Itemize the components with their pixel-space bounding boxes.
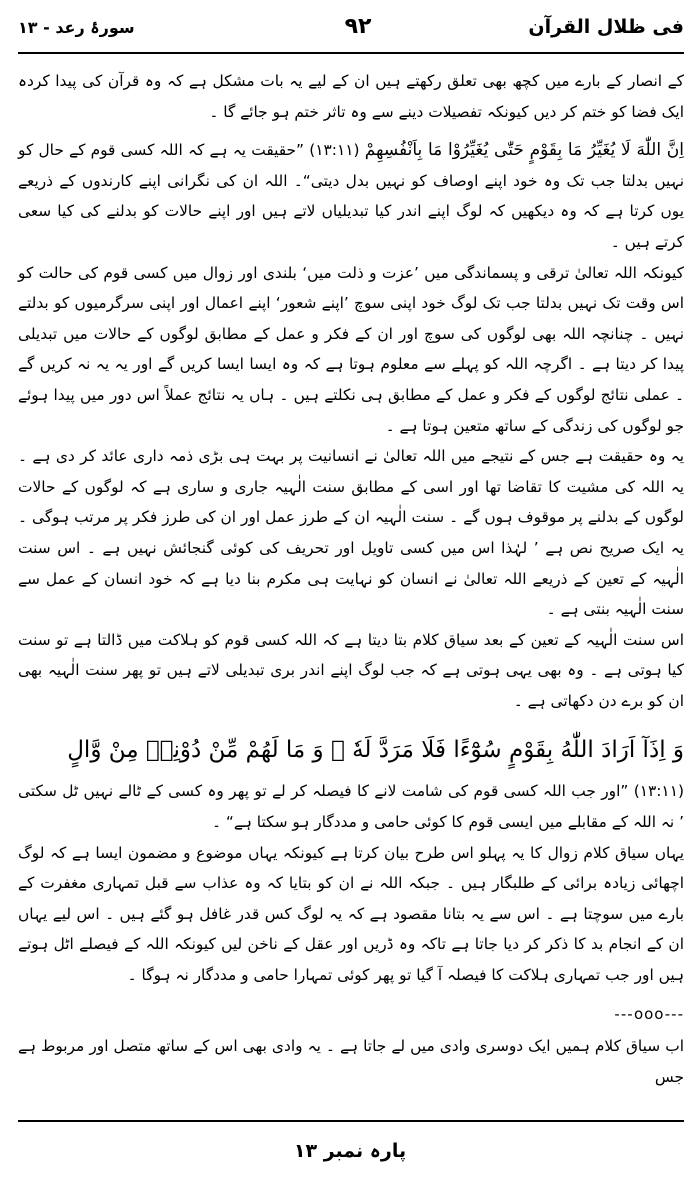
paragraph-5: اس سنت الٰہیہ کے تعین کے بعد سیاق کلام بتا دیتا ہے کہ اللہ کسی قوم کو ہلاکت میں ڈالتا ہے تو سنت کیا ہوتی ہے ۔ وہ بھی یہی ہوتی ہے کہ جب لوگ اپنے اندر بری تبدیلی لاتے ہیں تو پھر سنت الٰہیہ بھی ان کو برے دن دکھاتی ہے ۔ bbox=[18, 630, 684, 710]
surah-label: سورۂ رعد - ۱۳ bbox=[18, 18, 135, 37]
page-header bbox=[18, 12, 684, 48]
paragraph-1: کے انصار کے بارے میں کچھ بھی تعلق رکھتے ہیں ان کے لیے یہ بات مشکل ہے کہ وہ قرآن کی پیدا کردہ ایک فضا کو ختم کر دیں کیونکہ تفصیلات دینے سے وہ تاثر ختم ہو جائے گا ۔ bbox=[18, 72, 684, 121]
paragraph-7: یہاں سیاق کلام زوال کا یہ پہلو اس طرح بیان کرتا ہے کیونکہ یہاں موضوع و مضمون ایسا ہے کہ لوگ اچھائی زیادہ برائی کے طلبگار ہیں ۔ جبکہ اللہ نے ان کو بتایا کہ وہ عذاب سے قبل تمہاری مغفرت کے بارے میں سوچتا ہے ۔ اس سے یہ بتانا مقصود ہے کہ یہ لوگ کس قدر غافل ہو گئے ہیں ۔ اس لیے یہاں ان کے انجام بد کا ذکر کر دیا جاتا ہے تاکہ وہ ڈریں اور عقل کے ناخن لیں کیونکہ اللہ کے فیصلے اٹل ہوتے ہیں اور جب تمہاری ہلاکت کا فیصلہ آ گیا تو پھر کوئی تمہارا حامی و مددگار نہ ہوگا ۔ bbox=[18, 843, 684, 985]
section-separator: ---ooo--- bbox=[614, 1004, 684, 1023]
verse-translation: ”اور جب اللہ کسی قوم کی شامت لانے کا فیصلہ کر لے تو پھر وہ کسی کے ٹالے نہیں ٹل سکتی ’ نہ اللہ کے مقابلے میں ایسی قوم کا کوئی حامی و مددگار ہو سکتا ہے“ ۔ bbox=[18, 782, 684, 832]
paragraph-3: کیونکہ اللہ تعالیٰ ترقی و پسماندگی میں ’عزت و ذلت میں‘ بلندی اور زوال میں کسی قوم کی حالت کو اس وقت تک نہیں بدلتا جب تک لوگ خود اپنی سوچ ’اپنے شعور‘ اپنے اعمال اور اپنی سرگرمیوں کو بدلتے نہیں ۔ چنانچہ اللہ بھی لوگوں کی سوچ اور ان کے فکر و عمل کے مطابق لوگوں کے حالات میں تبدیلی پیدا کر دیتا ہے ۔ اگرچہ اللہ کو پہلے سے معلوم ہوتا ہے کہ وہ ایسا ایسا کریں گے اور یہ یہ نہ کریں گے ۔ عملی نتائج لوگوں کے فکر و عمل کے مطابق ہی نکلتے ہیں ۔ ہاں یہ نتائج عملاً اس دور میں پیدا ہوئے جو لوگوں کی زندگی کے ساتھ متعین ہوتا ہے ۔ bbox=[18, 263, 684, 435]
paragraph-8: اب سیاق کلام ہمیں ایک دوسری وادی میں لے جاتا ہے ۔ یہ وادی بھی اس کے ساتھ متصل اور مربوط ہے جس bbox=[18, 1037, 684, 1086]
header-divider bbox=[18, 52, 684, 54]
paragraph-4: یہ وہ حقیقت ہے جس کے نتیجے میں اللہ تعالیٰ نے انسانیت پر بہت ہی بڑی ذمہ داری عائد کر دی ہے ۔ یہ اللہ کی مشیت کا تقاضا تھا اور اسی کے مطابق سنت الٰہیہ جاری و ساری ہے کہ لوگوں کے حالات لوگوں کے بدلنے پر موقوف ہوں گے ۔ سنت الٰہیہ ان کے طرز عمل اور ان کی طرز فکر پر مرتب ہوگی ۔ یہ ایک صریح نص ہے ’ لہٰذا اس میں کسی تاویل اور تحریف کی کوئی گنجائش نہیں ہے ۔ اس سنت الٰہیہ کے تعین کے ذریعے اللہ تعالیٰ نے انسان کو نہایت ہی مکرم بنا دیا ہے کہ خود انسان کے عمل سے سنت الٰہیہ بنتی ہے ۔ bbox=[18, 447, 684, 619]
paragraph-2 bbox=[18, 135, 684, 257]
paragraph-6 bbox=[18, 776, 684, 837]
footer-divider bbox=[18, 1120, 684, 1122]
quran-verse-inline: اِنَّ اللّٰهَ لَا يُغَيِّرُ مَا بِقَوْمٍ حَتّٰى يُغَيِّرُوْا مَا بِاَنْفُسِهِمْ bbox=[364, 140, 684, 161]
paragraph-2-text: ”حقیقت یہ ہے کہ اللہ کسی قوم کے حال کو نہیں بدلتا جب تک وہ خود اپنے اوصاف کو نہیں بدل دیتی“۔ اللہ ان کی نگرانی اپنے کارندوں کے ذریعے یوں کرتا ہے کہ وہ دیکھیں کہ لوگ اپنے اندر کیا تبدیلیاں لاتے ہیں اور اپنے حالات کو بدلنے کی کیا سعی کرتے ہیں ۔ bbox=[18, 141, 684, 251]
quran-verse-large: وَ اِذَآ اَرَادَ اللّٰهُ بِقَوْمٍ سُوْٓءًا فَلَا مَرَدَّ لَهٗ ۚ وَ مَا لَهُمْ مِّنْ دُوْنِهٖ مِنْ وَّالٍ bbox=[67, 737, 684, 764]
verse-reference: (۱۳:۱۱) bbox=[309, 141, 360, 160]
book-title: فی ظلال القرآن bbox=[528, 16, 684, 38]
page-body bbox=[18, 66, 684, 1092]
page-number: ۹۲ bbox=[344, 14, 372, 39]
verse-reference-2: (۱۳:۱۱) bbox=[633, 782, 684, 801]
juz-label: پارہ نمبر ۱۳ bbox=[293, 1140, 407, 1162]
